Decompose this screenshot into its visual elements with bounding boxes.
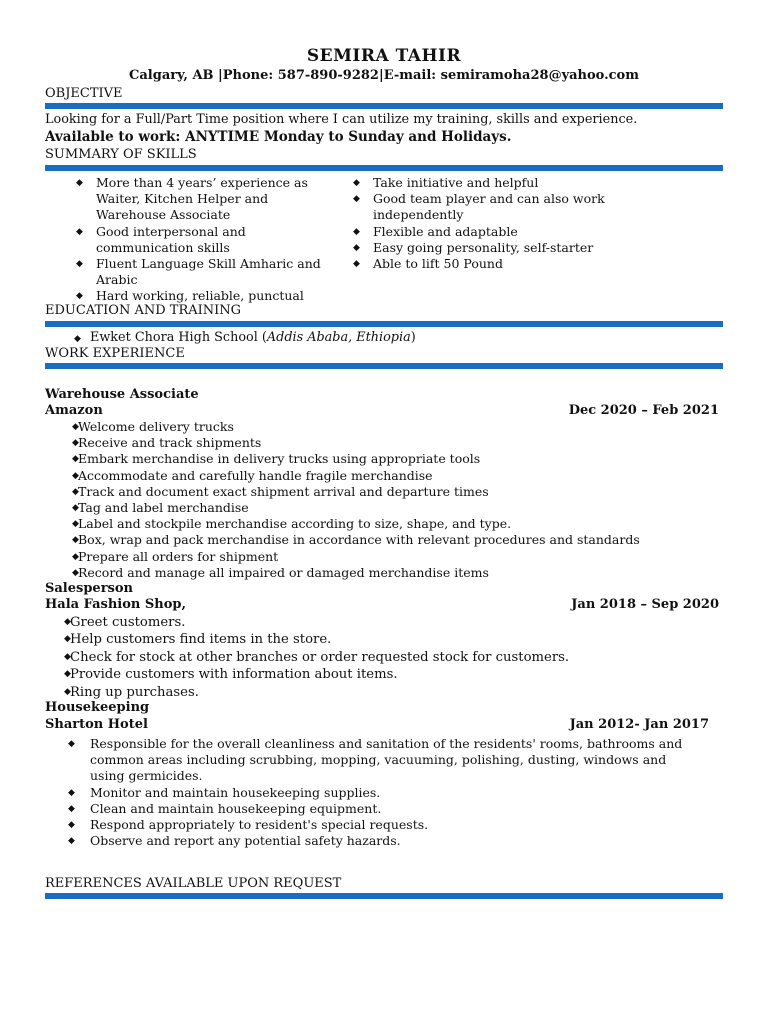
list-item-text: Monitor and maintain housekeeping supplies. xyxy=(90,784,381,800)
diamond-bullet-icon: ◆ xyxy=(72,470,79,481)
list-item xyxy=(37,684,717,701)
contact-line: Calgary, AB |Phone: 587-890-9282|E-mail: semiramoha28@yahoo.com xyxy=(129,68,639,83)
diamond-bullet-icon: ◆ xyxy=(68,836,75,847)
diamond-bullet-icon: ◆ xyxy=(72,519,79,530)
diamond-bullet-icon: ◆ xyxy=(68,787,75,798)
list-item xyxy=(45,419,725,435)
diamond-bullet-icon: ◆ xyxy=(64,617,71,627)
list-item xyxy=(45,451,725,467)
diamond-bullet-icon: ◆ xyxy=(72,438,79,449)
section-divider xyxy=(45,893,723,899)
list-item-text: Prepare all orders for shipment xyxy=(78,548,279,564)
diamond-bullet-icon: ◆ xyxy=(72,503,79,514)
diamond-bullet-icon: ◆ xyxy=(72,567,79,578)
diamond-bullet-icon: ◆ xyxy=(353,242,360,253)
list-item-text: Box, wrap and pack merchandise in accordance with relevant procedures and standards xyxy=(78,532,640,548)
list-item-text: Waiter, Kitchen Helper and xyxy=(96,191,269,207)
list-item xyxy=(45,785,725,801)
list-item xyxy=(45,484,725,500)
list-item-text: Able to lift 50 Pound xyxy=(373,256,503,272)
diamond-bullet-icon: ◆ xyxy=(72,551,79,562)
list-item xyxy=(45,565,725,581)
list-item-text: Good interpersonal and xyxy=(96,223,246,239)
list-item-text: Accommodate and carefully handle fragile merchandise xyxy=(78,467,433,483)
list-item-text: Welcome delivery trucks xyxy=(78,419,234,434)
list-item xyxy=(45,516,725,532)
diamond-bullet-icon: ◆ xyxy=(68,820,75,831)
list-item-text: common areas including scrubbing, mopping, vacuuming, polishing, dusting, windows and xyxy=(90,752,667,768)
section-divider xyxy=(45,165,723,171)
list-item-text: Provide customers with information about items. xyxy=(70,667,398,683)
skills-list-left xyxy=(74,175,344,305)
list-item-text: Flexible and adaptable xyxy=(373,223,518,239)
list-item xyxy=(45,833,725,849)
list-item-text: Take initiative and helpful xyxy=(373,175,539,190)
diamond-bullet-icon: ◆ xyxy=(68,739,75,749)
list-item-text: Embark merchandise in delivery trucks using appropriate tools xyxy=(78,451,481,467)
diamond-bullet-icon: ◆ xyxy=(353,226,360,237)
list-item xyxy=(74,224,344,256)
list-item-text: Track and document exact shipment arrival and departure times xyxy=(78,483,489,499)
diamond-bullet-icon: ◆ xyxy=(74,334,81,344)
skills-list-right xyxy=(351,175,641,272)
job-company: Sharton Hotel xyxy=(45,717,148,732)
list-item xyxy=(45,549,725,565)
diamond-bullet-icon: ◆ xyxy=(72,454,79,465)
list-item xyxy=(45,817,725,833)
list-item-text: Arabic xyxy=(96,272,138,288)
skills-heading: SUMMARY OF SKILLS xyxy=(45,147,197,162)
list-item xyxy=(351,240,641,256)
list-item-text: Easy going personality, self-starter xyxy=(373,239,594,255)
diamond-bullet-icon: ◆ xyxy=(76,226,83,237)
diamond-bullet-icon: ◆ xyxy=(68,803,75,814)
job-dates: Jan 2018 – Sep 2020 xyxy=(571,597,719,612)
diamond-bullet-icon: ◆ xyxy=(72,422,79,432)
job-duties-list xyxy=(45,736,725,849)
diamond-bullet-icon: ◆ xyxy=(353,178,360,188)
references-note: REFERENCES AVAILABLE UPON REQUEST xyxy=(45,876,342,891)
diamond-bullet-icon: ◆ xyxy=(64,651,71,662)
diamond-bullet-icon: ◆ xyxy=(353,194,360,205)
list-item-text: Check for stock at other branches or order requested stock for customers. xyxy=(70,649,570,665)
diamond-bullet-icon: ◆ xyxy=(72,535,79,546)
list-item xyxy=(37,649,717,666)
list-item xyxy=(45,801,725,817)
job-duties-list xyxy=(45,419,725,581)
objective-heading: OBJECTIVE xyxy=(45,86,123,101)
school-name: Ewket Chora High School ( xyxy=(90,330,267,345)
candidate-name: SEMIRA TAHIR xyxy=(306,46,462,66)
list-item-text: Record and manage all impaired or damaged merchandise items xyxy=(78,564,489,580)
list-item xyxy=(351,256,641,272)
list-item-text: Observe and report any potential safety hazards. xyxy=(90,833,401,849)
list-item-text: Warehouse Associate xyxy=(96,207,231,223)
diamond-bullet-icon: ◆ xyxy=(76,291,83,302)
list-item xyxy=(37,631,717,648)
education-item xyxy=(74,330,416,345)
availability-text: Available to work: ANYTIME Monday to Sunday and Holidays. xyxy=(45,129,512,145)
diamond-bullet-icon: ◆ xyxy=(64,686,71,697)
section-divider xyxy=(45,363,723,369)
list-item-text: Responsible for the overall cleanliness and sanitation of the residents' rooms, bathrooms and xyxy=(90,736,683,751)
list-item-text: Fluent Language Skill Amharic and xyxy=(96,256,321,272)
work-heading: WORK EXPERIENCE xyxy=(45,346,185,361)
diamond-bullet-icon: ◆ xyxy=(76,259,83,270)
list-item xyxy=(45,500,725,516)
job-title: Housekeeping xyxy=(45,700,150,715)
education-heading: EDUCATION AND TRAINING xyxy=(45,303,242,318)
school-location: Addis Ababa, Ethiopia xyxy=(266,330,411,345)
list-item-text: Ring up purchases. xyxy=(70,684,199,700)
school-close: ) xyxy=(410,330,416,345)
diamond-bullet-icon: ◆ xyxy=(76,178,83,188)
list-item-text: Hard working, reliable, punctual xyxy=(96,288,304,304)
list-item xyxy=(351,191,641,223)
list-item-text: Receive and track shipments xyxy=(78,435,262,451)
list-item-text: communication skills xyxy=(96,239,230,255)
list-item xyxy=(74,256,344,288)
diamond-bullet-icon: ◆ xyxy=(72,486,79,497)
list-item-text: Clean and maintain housekeeping equipment. xyxy=(90,800,382,816)
job-title: Salesperson xyxy=(45,581,133,596)
diamond-bullet-icon: ◆ xyxy=(353,259,360,270)
list-item-text: Help customers find items in the store. xyxy=(70,632,332,648)
list-item xyxy=(45,736,725,785)
list-item xyxy=(37,614,717,631)
section-divider xyxy=(45,321,723,327)
list-item xyxy=(351,224,641,240)
list-item xyxy=(37,666,717,683)
diamond-bullet-icon: ◆ xyxy=(64,634,71,645)
list-item-text: More than 4 years’ experience as xyxy=(96,175,308,190)
list-item xyxy=(45,468,725,484)
list-item-text: Greet customers. xyxy=(70,615,186,630)
list-item-text: Label and stockpile merchandise according to size, shape, and type. xyxy=(78,516,512,532)
list-item-text: using germicides. xyxy=(90,768,203,784)
list-item xyxy=(45,532,725,548)
job-duties-list xyxy=(37,614,717,701)
list-item-text: Tag and label merchandise xyxy=(78,500,249,516)
list-item xyxy=(351,175,641,191)
job-company: Hala Fashion Shop, xyxy=(45,597,187,612)
section-divider xyxy=(45,103,723,109)
list-item-text: Good team player and can also work xyxy=(373,191,605,207)
job-dates: Dec 2020 – Feb 2021 xyxy=(568,403,719,418)
list-item xyxy=(74,175,344,224)
diamond-bullet-icon: ◆ xyxy=(64,669,71,680)
list-item-text: Respond appropriately to resident's special requests. xyxy=(90,817,429,833)
job-company: Amazon xyxy=(45,403,103,418)
objective-text: Looking for a Full/Part Time position where I can utilize my training, skills and experience. xyxy=(45,112,638,127)
list-item-text: independently xyxy=(373,207,464,223)
list-item xyxy=(45,435,725,451)
job-title: Warehouse Associate xyxy=(45,387,199,402)
job-dates: Jan 2012- Jan 2017 xyxy=(569,717,709,732)
